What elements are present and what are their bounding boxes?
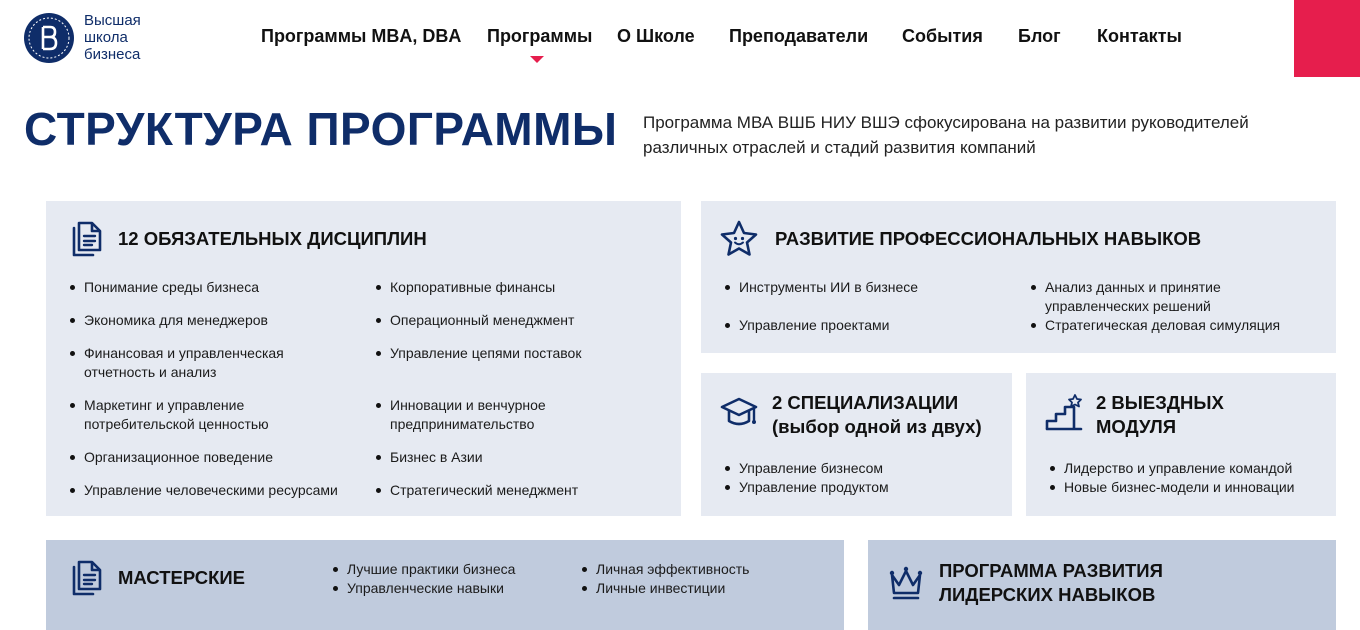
disciplines-list-right <box>374 278 664 500</box>
page-title: СТРУКТУРА ПРОГРАММЫ <box>24 103 618 155</box>
specializations-title-line-1: 2 СПЕЦИАЛИЗАЦИИ <box>772 392 959 413</box>
workshops-list-left <box>331 560 561 598</box>
card-workshops-header <box>66 558 245 598</box>
disciplines-list-left <box>68 278 358 500</box>
list-item: Стратегический менеджмент <box>374 481 664 500</box>
list-item: Личная эффективность <box>580 560 820 579</box>
card-professional-skills <box>701 201 1336 353</box>
active-nav-indicator <box>530 56 544 63</box>
document-icon <box>66 219 106 259</box>
stairs-star-icon <box>1044 393 1084 433</box>
card-disciplines-header <box>66 219 427 259</box>
list-item: Маркетинг и управление потребительской ценностью <box>68 396 308 434</box>
document-icon <box>66 558 106 598</box>
list-item: Операционный менеджмент <box>374 311 664 330</box>
leadership-title-line-2: ЛИДЕРСКИХ НАВЫКОВ <box>939 584 1156 605</box>
modules-list <box>1048 459 1333 497</box>
modules-title-line-2: МОДУЛЯ <box>1096 416 1177 437</box>
list-item: Инновации и венчурное предпринимательство <box>374 396 574 434</box>
leadership-title-line-1: ПРОГРАММА РАЗВИТИЯ <box>939 560 1163 581</box>
card-workshops <box>46 540 844 630</box>
card-specializations-header <box>719 391 982 439</box>
card-leadership-program <box>868 540 1336 630</box>
nav-item-events[interactable]: События <box>902 26 983 46</box>
nav-item-contacts[interactable]: Контакты <box>1097 26 1182 46</box>
list-item: Управление проектами <box>723 316 1013 335</box>
card-skills-title: РАЗВИТИЕ ПРОФЕССИОНАЛЬНЫХ НАВЫКОВ <box>775 228 1202 249</box>
list-item: Стратегическая деловая симуляция <box>1029 316 1319 335</box>
specializations-list <box>723 459 1003 497</box>
crown-icon <box>886 563 926 603</box>
list-item: Новые бизнес-модели и инновации <box>1048 478 1333 497</box>
list-item: Управление человеческими ресурсами <box>68 481 358 500</box>
nav-item-programs[interactable]: Программы <box>487 26 593 46</box>
card-modules-title <box>1096 391 1224 439</box>
list-item: Лучшие практики бизнеса <box>331 560 561 579</box>
nav-item-about[interactable]: О Школе <box>617 26 695 46</box>
card-specializations <box>701 373 1012 516</box>
skills-list-left <box>723 278 1013 335</box>
menu-button[interactable] <box>1294 0 1360 77</box>
list-item: Лидерство и управление командой <box>1048 459 1333 478</box>
list-item: Экономика для менеджеров <box>68 311 358 330</box>
list-item: Инструменты ИИ в бизнесе <box>723 278 1013 297</box>
list-item: Управление цепями поставок <box>374 344 664 363</box>
logo-line-2: школа <box>84 29 128 46</box>
workshops-list-right <box>580 560 820 598</box>
list-item: Организационное поведение <box>68 448 358 467</box>
list-item: Управление продуктом <box>723 478 1003 497</box>
list-item: Управление бизнесом <box>723 459 1003 478</box>
card-specializations-title <box>772 391 982 439</box>
nav-item-mba-dba[interactable]: Программы MBA, DBA <box>261 26 462 46</box>
card-leadership-title <box>939 559 1163 607</box>
nav-item-teachers[interactable]: Преподаватели <box>729 26 869 46</box>
list-item: Корпоративные финансы <box>374 278 664 297</box>
card-disciplines-title: 12 ОБЯЗАТЕЛЬНЫХ ДИСЦИПЛИН <box>118 228 427 249</box>
skills-list-right <box>1029 278 1319 335</box>
list-item: Финансовая и управленческая отчетность и анализ <box>68 344 308 382</box>
list-item: Анализ данных и принятие управленческих решений <box>1029 278 1239 316</box>
card-modules-header <box>1044 391 1224 439</box>
card-disciplines <box>46 201 681 516</box>
graduation-cap-icon <box>719 393 759 433</box>
card-leadership-header <box>886 559 1163 607</box>
card-skills-header <box>719 219 1201 259</box>
main-nav <box>0 26 1360 50</box>
list-item: Бизнес в Азии <box>374 448 664 467</box>
list-item: Личные инвестиции <box>580 579 820 598</box>
logo-line-1: Высшая <box>84 12 141 29</box>
specializations-title-line-2: (выбор одной из двух) <box>772 416 982 437</box>
nav-item-blog[interactable]: Блог <box>1018 26 1061 46</box>
modules-title-line-1: 2 ВЫЕЗДНЫХ <box>1096 392 1224 413</box>
logo-line-3: бизнеса <box>84 46 141 63</box>
card-field-modules <box>1026 373 1336 516</box>
card-workshops-title: МАСТЕРСКИЕ <box>118 567 246 588</box>
list-item: Управленческие навыки <box>331 579 561 598</box>
page-subtitle: Программа МВА ВШБ НИУ ВШЭ сфокусирована на развитии руководителей различных отраслей и стадий развития компаний <box>643 113 1249 157</box>
list-item: Понимание среды бизнеса <box>68 278 358 297</box>
star-icon <box>719 219 759 259</box>
